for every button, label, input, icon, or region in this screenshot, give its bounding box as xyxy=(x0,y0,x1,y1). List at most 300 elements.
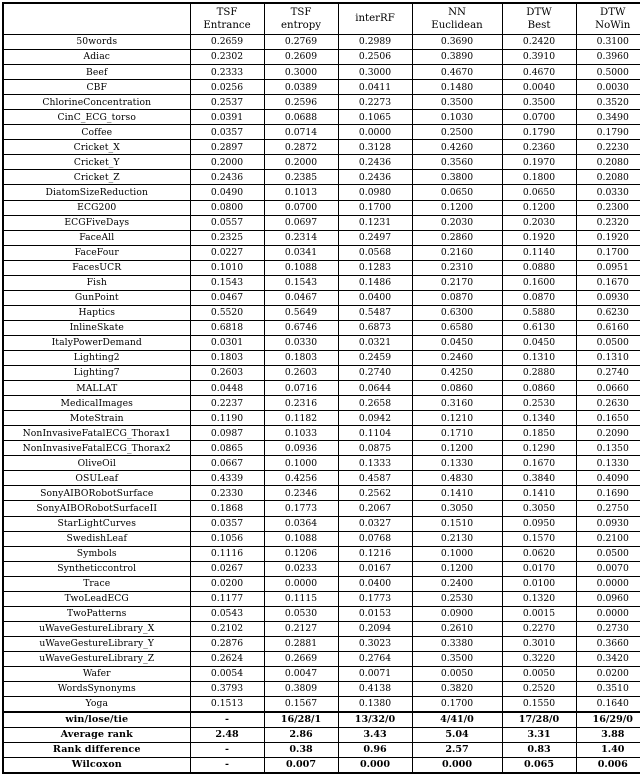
error-rate-value: 0.1310 xyxy=(576,350,640,365)
error-rate-value: 0.2596 xyxy=(264,95,338,110)
error-rate-value: 0.4090 xyxy=(576,471,640,486)
error-rate-value: 0.1480 xyxy=(412,80,502,95)
header-cell-4 xyxy=(412,3,502,35)
error-rate-value: 0.2400 xyxy=(412,576,502,591)
error-rate-value: 0.0936 xyxy=(264,441,338,456)
error-rate-value: 0.0450 xyxy=(502,335,576,350)
header-cell-dataset xyxy=(3,3,190,35)
error-rate-value: 0.0400 xyxy=(338,290,412,305)
error-rate-value: 0.0860 xyxy=(412,381,502,396)
dataset-name: SwedishLeaf xyxy=(3,531,190,546)
error-rate-value: 0.2314 xyxy=(264,230,338,245)
dataset-name: InlineSkate xyxy=(3,320,190,335)
error-rate-value: 0.0267 xyxy=(190,561,264,576)
error-rate-value: 0.0697 xyxy=(264,215,338,230)
error-rate-value: 0.1920 xyxy=(502,230,576,245)
dataset-name: GunPoint xyxy=(3,290,190,305)
table-row xyxy=(3,65,640,80)
table-row xyxy=(3,290,640,305)
error-rate-value: 0.0450 xyxy=(412,335,502,350)
error-rate-value: 0.6300 xyxy=(412,305,502,320)
error-rate-value: 0.3510 xyxy=(576,682,640,697)
error-rate-value: 0.1380 xyxy=(338,697,412,713)
error-rate-value: 0.1330 xyxy=(412,456,502,471)
error-rate-value: 0.0500 xyxy=(576,335,640,350)
error-rate-value: 0.1206 xyxy=(264,546,338,561)
summary-value: 5.04 xyxy=(412,728,502,743)
error-rate-value: 0.2436 xyxy=(338,170,412,185)
error-rate-value: 0.1690 xyxy=(576,486,640,501)
error-rate-value: 0.0490 xyxy=(190,185,264,200)
error-rate-value: 0.2881 xyxy=(264,636,338,651)
table-row xyxy=(3,621,640,636)
error-rate-value: 0.2090 xyxy=(576,426,640,441)
table-row xyxy=(3,486,640,501)
error-rate-value: 0.3220 xyxy=(502,651,576,666)
error-rate-value: 0.4138 xyxy=(338,682,412,697)
dataset-name: MedicalImages xyxy=(3,396,190,411)
error-rate-value: 0.4670 xyxy=(412,65,502,80)
error-rate-value: 0.2080 xyxy=(576,170,640,185)
error-rate-value: 0.6746 xyxy=(264,320,338,335)
summary-label: win/lose/tie xyxy=(3,712,190,728)
header-cell-3 xyxy=(338,3,412,35)
error-rate-value: 0.0357 xyxy=(190,125,264,140)
error-rate-value: 0.1200 xyxy=(412,561,502,576)
error-rate-value: 0.0167 xyxy=(338,561,412,576)
error-rate-value: 0.0660 xyxy=(576,381,640,396)
error-rate-value: 0.2330 xyxy=(190,486,264,501)
error-rate-value: 0.1116 xyxy=(190,546,264,561)
header-line-2: Best xyxy=(503,19,576,32)
header-line-2: entropy xyxy=(265,19,338,32)
error-rate-value: 0.2436 xyxy=(190,170,264,185)
error-rate-value: 0.0301 xyxy=(190,335,264,350)
dataset-name: Yoga xyxy=(3,697,190,713)
error-rate-value: 0.2750 xyxy=(576,501,640,516)
error-rate-value: 0.0000 xyxy=(338,125,412,140)
error-rate-value: 0.2270 xyxy=(502,621,576,636)
error-rate-value: 0.6873 xyxy=(338,320,412,335)
error-rate-value: 0.3100 xyxy=(576,35,640,50)
error-rate-value: 0.2669 xyxy=(264,651,338,666)
error-rate-value: 0.2273 xyxy=(338,95,412,110)
header-line-1: DTW xyxy=(503,6,576,19)
summary-row xyxy=(3,712,640,728)
error-rate-value: 0.2360 xyxy=(502,140,576,155)
error-rate-value: 0.1790 xyxy=(502,125,576,140)
error-rate-value: 0.1350 xyxy=(576,441,640,456)
error-rate-value: 0.0000 xyxy=(576,606,640,621)
error-rate-value: 0.0047 xyxy=(264,666,338,681)
table-row xyxy=(3,516,640,531)
error-rate-value: 0.3690 xyxy=(412,35,502,50)
summary-value: 17/28/0 xyxy=(502,712,576,728)
error-rate-value: 0.0650 xyxy=(412,185,502,200)
table-row xyxy=(3,411,640,426)
error-rate-value: 0.2658 xyxy=(338,396,412,411)
error-rate-value: 0.0000 xyxy=(576,576,640,591)
header-line-1: DTW xyxy=(577,6,640,19)
error-rate-value: 0.1670 xyxy=(502,456,576,471)
table-row xyxy=(3,456,640,471)
error-rate-value: 0.0050 xyxy=(502,666,576,681)
table-row xyxy=(3,366,640,381)
dataset-name: ECGFiveDays xyxy=(3,215,190,230)
error-rate-value: 0.3800 xyxy=(412,170,502,185)
error-rate-value: 0.2740 xyxy=(576,366,640,381)
summary-value: 16/28/1 xyxy=(264,712,338,728)
error-rate-value: 0.2127 xyxy=(264,621,338,636)
table-row xyxy=(3,200,640,215)
error-rate-value: 0.1000 xyxy=(412,546,502,561)
summary-value: 3.88 xyxy=(576,728,640,743)
summary-value: 0.96 xyxy=(338,743,412,758)
error-rate-value: 0.0568 xyxy=(338,245,412,260)
error-rate-value: 0.1600 xyxy=(502,275,576,290)
summary-label: Rank difference xyxy=(3,743,190,758)
header-line-2: Entrance xyxy=(191,19,264,32)
error-rate-value: 0.1290 xyxy=(502,441,576,456)
table-row xyxy=(3,651,640,666)
error-rate-value: 0.0364 xyxy=(264,516,338,531)
table-row xyxy=(3,155,640,170)
error-rate-value: 0.0357 xyxy=(190,516,264,531)
dataset-name: DiatomSizeReduction xyxy=(3,185,190,200)
error-rate-value: 0.0153 xyxy=(338,606,412,621)
table-row xyxy=(3,591,640,606)
error-rate-value: 0.0870 xyxy=(502,290,576,305)
error-rate-value: 0.2170 xyxy=(412,275,502,290)
summary-value: 4/41/0 xyxy=(412,712,502,728)
table-row xyxy=(3,471,640,486)
dataset-name: NonInvasiveFatalECG_Thorax2 xyxy=(3,441,190,456)
table-row xyxy=(3,697,640,713)
error-rate-value: 0.0411 xyxy=(338,80,412,95)
error-rate-value: 0.2609 xyxy=(264,50,338,65)
error-rate-value: 0.1104 xyxy=(338,426,412,441)
error-rate-value: 0.2160 xyxy=(412,245,502,260)
error-rate-value: 0.2860 xyxy=(412,230,502,245)
error-rate-value: 0.0987 xyxy=(190,426,264,441)
error-rate-value: 0.0233 xyxy=(264,561,338,576)
error-rate-value: 0.1310 xyxy=(502,350,576,365)
table-row xyxy=(3,636,640,651)
error-rate-value: 0.1640 xyxy=(576,697,640,713)
summary-value: 0.065 xyxy=(502,758,576,774)
dataset-name: SonyAIBORobotSurfaceII xyxy=(3,501,190,516)
error-rate-value: 0.2094 xyxy=(338,621,412,636)
error-rate-value: 0.1410 xyxy=(502,486,576,501)
error-rate-value: 0.1868 xyxy=(190,501,264,516)
table-row xyxy=(3,260,640,275)
error-rate-value: 0.1670 xyxy=(576,275,640,290)
dataset-name: MoteStrain xyxy=(3,411,190,426)
error-rate-value: 0.0543 xyxy=(190,606,264,621)
dataset-name: FaceFour xyxy=(3,245,190,260)
dataset-name: FaceAll xyxy=(3,230,190,245)
table-row xyxy=(3,441,640,456)
error-rate-value: 0.0930 xyxy=(576,290,640,305)
summary-value: - xyxy=(190,712,264,728)
table-row xyxy=(3,185,640,200)
error-rate-value: 0.3000 xyxy=(264,65,338,80)
error-rate-value: 0.1010 xyxy=(190,260,264,275)
error-rate-value: 0.2500 xyxy=(412,125,502,140)
error-rate-value: 0.6160 xyxy=(576,320,640,335)
error-rate-value: 0.0400 xyxy=(338,576,412,591)
error-rate-value: 0.2530 xyxy=(502,396,576,411)
error-rate-value: 0.1330 xyxy=(576,456,640,471)
error-rate-value: 0.2316 xyxy=(264,396,338,411)
error-rate-value: 0.1567 xyxy=(264,697,338,713)
error-rate-value: 0.3809 xyxy=(264,682,338,697)
error-rate-value: 0.0200 xyxy=(576,666,640,681)
table-header xyxy=(3,3,640,35)
error-rate-value: 0.0714 xyxy=(264,125,338,140)
error-rate-value: 0.1030 xyxy=(412,110,502,125)
error-rate-value: 0.0530 xyxy=(264,606,338,621)
error-rate-value: 0.1333 xyxy=(338,456,412,471)
error-rate-value: 0.2300 xyxy=(576,200,640,215)
dataset-name: Trace xyxy=(3,576,190,591)
error-rate-value: 0.2333 xyxy=(190,65,264,80)
table-row xyxy=(3,230,640,245)
summary-value: 3.31 xyxy=(502,728,576,743)
error-rate-value: 0.0070 xyxy=(576,561,640,576)
error-rate-value: 0.0448 xyxy=(190,381,264,396)
error-rate-value: 0.0227 xyxy=(190,245,264,260)
summary-label: Wilcoxon xyxy=(3,758,190,774)
error-rate-value: 0.0100 xyxy=(502,576,576,591)
dataset-name: TwoLeadECG xyxy=(3,591,190,606)
error-rate-value: 0.1800 xyxy=(502,170,576,185)
error-rate-value: 0.3500 xyxy=(412,95,502,110)
summary-value: 0.83 xyxy=(502,743,576,758)
error-rate-value: 0.6580 xyxy=(412,320,502,335)
error-rate-value: 0.0050 xyxy=(412,666,502,681)
error-rate-value: 0.2764 xyxy=(338,651,412,666)
summary-value: 0.38 xyxy=(264,743,338,758)
error-rate-value: 0.1543 xyxy=(190,275,264,290)
table-row xyxy=(3,381,640,396)
error-rate-value: 0.3793 xyxy=(190,682,264,697)
error-rate-value: 0.2030 xyxy=(412,215,502,230)
error-rate-value: 0.6230 xyxy=(576,305,640,320)
error-rate-value: 0.2630 xyxy=(576,396,640,411)
error-rate-value: 0.2067 xyxy=(338,501,412,516)
error-rate-value: 0.3910 xyxy=(502,50,576,65)
dataset-name: CBF xyxy=(3,80,190,95)
dataset-name: FacesUCR xyxy=(3,260,190,275)
table-body xyxy=(3,35,640,774)
error-rate-value: 0.1700 xyxy=(576,245,640,260)
error-rate-value: 0.4256 xyxy=(264,471,338,486)
error-rate-value: 0.2872 xyxy=(264,140,338,155)
header-line-1: NN xyxy=(413,6,502,19)
table-row xyxy=(3,606,640,621)
error-rate-value: 0.0800 xyxy=(190,200,264,215)
error-rate-value: 0.0330 xyxy=(576,185,640,200)
error-rate-value: 0.3560 xyxy=(412,155,502,170)
error-rate-value: 0.1177 xyxy=(190,591,264,606)
error-rate-value: 0.3520 xyxy=(576,95,640,110)
table-row xyxy=(3,125,640,140)
error-rate-value: 0.1700 xyxy=(412,697,502,713)
summary-value: - xyxy=(190,743,264,758)
table-row xyxy=(3,350,640,365)
summary-value: 16/29/0 xyxy=(576,712,640,728)
error-rate-value: 0.0900 xyxy=(412,606,502,621)
error-rate-value: 0.1850 xyxy=(502,426,576,441)
dataset-name: SonyAIBORobotSurface xyxy=(3,486,190,501)
error-rate-value: 0.0467 xyxy=(264,290,338,305)
table-row xyxy=(3,50,640,65)
error-rate-value: 0.3500 xyxy=(502,95,576,110)
error-rate-value: 0.2420 xyxy=(502,35,576,50)
error-rate-value: 0.2730 xyxy=(576,621,640,636)
error-rate-value: 0.3160 xyxy=(412,396,502,411)
error-rate-value: 0.5487 xyxy=(338,305,412,320)
error-rate-value: 0.2769 xyxy=(264,35,338,50)
error-rate-value: 0.0327 xyxy=(338,516,412,531)
header-cell-2 xyxy=(264,3,338,35)
dataset-name: Fish xyxy=(3,275,190,290)
table-row xyxy=(3,275,640,290)
table-row xyxy=(3,305,640,320)
error-rate-value: 0.3490 xyxy=(576,110,640,125)
error-rate-value: 0.1140 xyxy=(502,245,576,260)
error-rate-value: 0.0865 xyxy=(190,441,264,456)
error-rate-value: 0.0942 xyxy=(338,411,412,426)
error-rate-value: 0.1773 xyxy=(338,591,412,606)
dataset-name: ItalyPowerDemand xyxy=(3,335,190,350)
dataset-name: Symbols xyxy=(3,546,190,561)
error-rate-value: 0.2102 xyxy=(190,621,264,636)
error-rate-value: 0.1486 xyxy=(338,275,412,290)
error-rate-value: 0.3500 xyxy=(412,651,502,666)
summary-value: 0.000 xyxy=(412,758,502,774)
error-rate-value: 0.2506 xyxy=(338,50,412,65)
error-rate-value: 0.1513 xyxy=(190,697,264,713)
summary-row xyxy=(3,728,640,743)
error-rate-value: 0.1803 xyxy=(264,350,338,365)
dataset-name: Cricket_X xyxy=(3,140,190,155)
dataset-name: MALLAT xyxy=(3,381,190,396)
error-rate-value: 0.0391 xyxy=(190,110,264,125)
dataset-name: ECG200 xyxy=(3,200,190,215)
error-rate-value: 0.0030 xyxy=(576,80,640,95)
error-rate-value: 0.0170 xyxy=(502,561,576,576)
dataset-name: Coffee xyxy=(3,125,190,140)
error-rate-value: 0.3840 xyxy=(502,471,576,486)
error-rate-value: 0.2385 xyxy=(264,170,338,185)
error-rate-value: 0.2520 xyxy=(502,682,576,697)
dataset-name: ChlorineConcentration xyxy=(3,95,190,110)
error-rate-value: 0.4830 xyxy=(412,471,502,486)
error-rate-value: 0.3890 xyxy=(412,50,502,65)
summary-value: 1.40 xyxy=(576,743,640,758)
error-rate-value: 0.1200 xyxy=(412,441,502,456)
error-rate-value: 0.0650 xyxy=(502,185,576,200)
error-rate-value: 0.2436 xyxy=(338,155,412,170)
results-table xyxy=(2,2,640,774)
dataset-name: Lighting7 xyxy=(3,366,190,381)
error-rate-value: 0.0467 xyxy=(190,290,264,305)
error-rate-value: 0.0557 xyxy=(190,215,264,230)
error-rate-value: 0.0951 xyxy=(576,260,640,275)
error-rate-value: 0.2459 xyxy=(338,350,412,365)
error-rate-value: 0.3960 xyxy=(576,50,640,65)
summary-value: 2.48 xyxy=(190,728,264,743)
error-rate-value: 0.1570 xyxy=(502,531,576,546)
summary-value: - xyxy=(190,758,264,774)
error-rate-value: 0.2740 xyxy=(338,366,412,381)
table-row xyxy=(3,140,640,155)
error-rate-value: 0.0667 xyxy=(190,456,264,471)
error-rate-value: 0.0000 xyxy=(264,576,338,591)
error-rate-value: 0.1650 xyxy=(576,411,640,426)
error-rate-value: 0.0200 xyxy=(190,576,264,591)
error-rate-value: 0.1210 xyxy=(412,411,502,426)
table-row xyxy=(3,396,640,411)
header-line-1: TSF xyxy=(191,6,264,19)
error-rate-value: 0.0768 xyxy=(338,531,412,546)
error-rate-value: 0.3128 xyxy=(338,140,412,155)
error-rate-value: 0.5880 xyxy=(502,305,576,320)
error-rate-value: 0.6130 xyxy=(502,320,576,335)
error-rate-value: 0.4260 xyxy=(412,140,502,155)
error-rate-value: 0.2130 xyxy=(412,531,502,546)
error-rate-value: 0.2310 xyxy=(412,260,502,275)
table-row xyxy=(3,576,640,591)
error-rate-value: 0.4670 xyxy=(502,65,576,80)
table-row xyxy=(3,561,640,576)
table-row xyxy=(3,666,640,681)
table-row xyxy=(3,531,640,546)
error-rate-value: 0.2000 xyxy=(190,155,264,170)
error-rate-value: 0.2897 xyxy=(190,140,264,155)
error-rate-value: 0.2325 xyxy=(190,230,264,245)
error-rate-value: 0.1231 xyxy=(338,215,412,230)
error-rate-value: 0.1088 xyxy=(264,531,338,546)
error-rate-value: 0.2000 xyxy=(264,155,338,170)
error-rate-value: 0.2100 xyxy=(576,531,640,546)
summary-row xyxy=(3,758,640,774)
error-rate-value: 0.3420 xyxy=(576,651,640,666)
dataset-name: NonInvasiveFatalECG_Thorax1 xyxy=(3,426,190,441)
error-rate-value: 0.0389 xyxy=(264,80,338,95)
error-rate-value: 0.0330 xyxy=(264,335,338,350)
table-row xyxy=(3,501,640,516)
table-row xyxy=(3,546,640,561)
error-rate-value: 0.2030 xyxy=(502,215,576,230)
header-cell-6 xyxy=(576,3,640,35)
error-rate-value: 0.1773 xyxy=(264,501,338,516)
error-rate-value: 0.3050 xyxy=(412,501,502,516)
error-rate-value: 0.1790 xyxy=(576,125,640,140)
error-rate-value: 0.2320 xyxy=(576,215,640,230)
dataset-name: uWaveGestureLibrary_Y xyxy=(3,636,190,651)
error-rate-value: 0.1803 xyxy=(190,350,264,365)
header-row xyxy=(3,3,640,35)
summary-row xyxy=(3,743,640,758)
dataset-name: Haptics xyxy=(3,305,190,320)
error-rate-value: 0.1182 xyxy=(264,411,338,426)
error-rate-value: 0.3000 xyxy=(338,65,412,80)
error-rate-value: 0.1216 xyxy=(338,546,412,561)
error-rate-value: 0.1013 xyxy=(264,185,338,200)
